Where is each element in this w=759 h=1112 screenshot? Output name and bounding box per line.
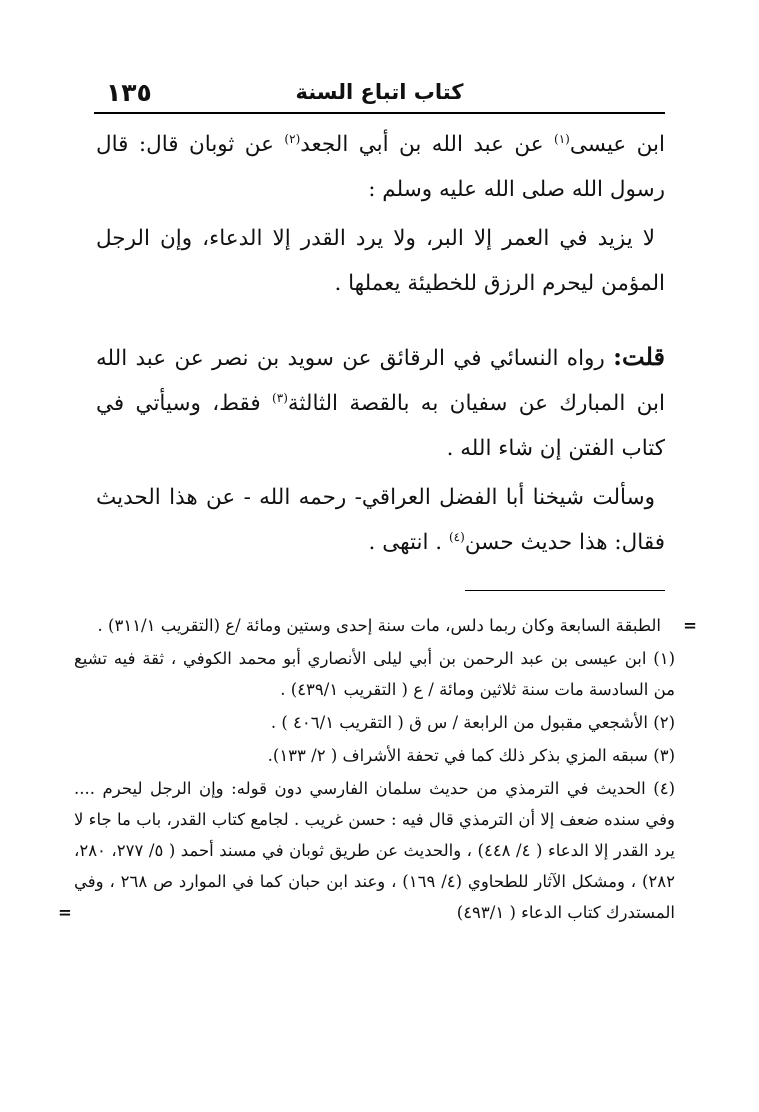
footnote-separator — [465, 590, 665, 591]
footnote-2: (٢) الأشجعي مقبول من الرابعة / س ق ( التقريب ٤٠٦/١ ) . — [270, 713, 675, 732]
grading-paragraph — [96, 475, 665, 565]
footnote-continuation-text: الطبقة السابعة وكان ربما دلس، مات سنة إحدى وستين ومائة /ع (التقريب ٣١١/١) . — [97, 616, 661, 635]
footnote-3: (٣) سبقه المزي بذكر ذلك كما في تحفة الأشراف ( ٢/ ١٣٣). — [267, 746, 675, 765]
end-continuation-mark: = — [58, 903, 72, 922]
footnote-1: (١) ابن عيسى بن عبد الرحمن بن أبي ليلى الأنصاري أبو محمد الكوفي ، ثقة فيه تشيع من السادسة مات سنة ثلاثين ومائة / ع ( التقريب ٤٣٩/١) . — [74, 649, 675, 699]
footnote-4 — [58, 773, 676, 928]
footnote-ref-3: (٣) — [272, 390, 288, 405]
qultu-part-1: رواه النسائي في الرقائق عن سويد بن نصر عن عبد الله ابن المبارك عن سفيان به بالقصة الثالثة — [96, 346, 665, 416]
header-title: كتاب اتباع السنة — [295, 80, 464, 104]
hadith-text: لا يزيد في العمر إلا البر، ولا يرد القدر إلا الدعاء، وإن الرجل المؤمن ليحرم الرزق للخطيئة يعملها . — [96, 226, 665, 296]
qultu-part-2: فقط، وسيأتي في كتاب الفتن إن شاء الله . — [96, 391, 665, 461]
footnote-ref-2: (٢) — [284, 131, 301, 146]
footnote-continuation — [74, 610, 697, 641]
main-text — [96, 122, 665, 565]
intro-part-2: عن عبد الله بن أبي الجعد — [300, 132, 555, 157]
intro-part-1: ابن عيسى — [569, 132, 666, 157]
commentary-paragraph — [96, 334, 665, 471]
footnotes — [58, 610, 697, 928]
footnote-4-text: (٤) الحديث في الترمذي من حديث سلمان الفارسي دون قوله: وإن الرجل ليحرم .... وفي سنده ضعف إلا أن الترمذي قال فيه : حسن غريب . لجامع كتاب القدر، باب ما جاء لا يرد القدر إلا الدعاء ( ٤/ ٤٤٨) ، والحديث عن طريق ثوبان في مسند أحمد ( ٥/ ٢٧٧، ٢٨٠، ٢٨٢) ، ومشكل الآثار للطحاوي (٤/ ١٦٩) ، وعند ابن حبان كما في الموارد ص ٢٦٨ ، وفي المستدرك كتاب الدعاء ( ٤٩٣/١) — [74, 779, 676, 922]
header-rule — [94, 112, 665, 114]
running-header — [94, 78, 665, 114]
isnad-paragraph — [96, 122, 665, 212]
qultu-lead: قلت: — [613, 342, 665, 371]
footnote-ref-1: (١) — [554, 131, 570, 146]
continuation-mark: = — [683, 616, 697, 635]
intro-part-3: عن ثوبان قال: قال رسول الله صلى الله عليه وسلم : — [96, 132, 665, 202]
asked-part-1: وسألت شيخنا أبا الفضل العراقي- رحمه الله - عن هذا الحديث فقال: هذا حديث حسن — [96, 485, 665, 555]
footnote-ref-4: (٤) — [448, 529, 465, 544]
page-number: ١٣٥ — [106, 78, 152, 107]
asked-part-2: . انتهى . — [368, 530, 449, 555]
